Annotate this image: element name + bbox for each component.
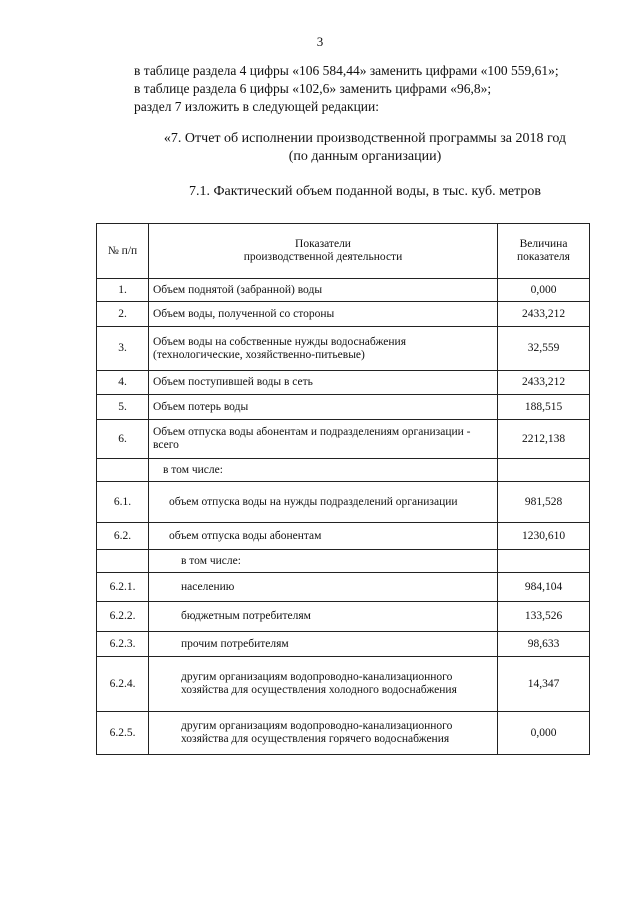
table-row bbox=[97, 482, 590, 523]
row-indicator: объем отпуска воды на нужды подразделений организации bbox=[149, 482, 498, 523]
row-value: 32,559 bbox=[498, 327, 590, 371]
row-number: 5. bbox=[97, 395, 149, 420]
table-row bbox=[97, 279, 590, 302]
row-value: 1230,610 bbox=[498, 523, 590, 550]
header-value bbox=[498, 224, 590, 279]
row-value: 0,000 bbox=[498, 712, 590, 755]
row-number bbox=[97, 550, 149, 573]
row-indicator: в том числе: bbox=[149, 550, 498, 573]
table-row bbox=[97, 632, 590, 657]
amendment-text bbox=[134, 62, 604, 116]
section-title-line: «7. Отчет об исполнении производственной программы за 2018 год bbox=[163, 131, 567, 146]
row-indicator: в том числе: bbox=[149, 459, 498, 482]
row-value bbox=[498, 550, 590, 573]
row-indicator: Объем поднятой (забранной) воды bbox=[149, 279, 498, 302]
table-row bbox=[97, 573, 590, 602]
header-indicator-line: Показатели bbox=[295, 238, 351, 250]
row-value: 2433,212 bbox=[498, 371, 590, 395]
table-row bbox=[97, 302, 590, 327]
row-number: 6.2.1. bbox=[97, 573, 149, 602]
table-row bbox=[97, 712, 590, 755]
table-row bbox=[97, 395, 590, 420]
row-number: 6.2.5. bbox=[97, 712, 149, 755]
row-number: 6. bbox=[97, 420, 149, 459]
row-indicator: Объем поступившей воды в сеть bbox=[149, 371, 498, 395]
row-value: 981,528 bbox=[498, 482, 590, 523]
row-value: 2212,138 bbox=[498, 420, 590, 459]
subsection-title: 7.1. Фактический объем поданной воды, в тыс. куб. метров bbox=[188, 184, 542, 199]
row-number: 4. bbox=[97, 371, 149, 395]
page-number: 3 bbox=[316, 34, 324, 49]
row-indicator: Объем потерь воды bbox=[149, 395, 498, 420]
table-row bbox=[97, 371, 590, 395]
table-header-row bbox=[97, 224, 590, 279]
row-number: 6.2.3. bbox=[97, 632, 149, 657]
row-indicator: другим организациям водопроводно-канализационного хозяйства для осуществления холодного водоснабжения bbox=[149, 657, 498, 712]
row-indicator: прочим потребителям bbox=[149, 632, 498, 657]
amendment-line: в таблице раздела 6 цифры «102,6» заменить цифрами «96,8»; bbox=[134, 81, 492, 96]
water-volume-table bbox=[96, 223, 590, 755]
row-number: 6.1. bbox=[97, 482, 149, 523]
row-indicator: Объем воды, полученной со стороны bbox=[149, 302, 498, 327]
row-indicator: Объем отпуска воды абонентам и подразделениям организации - всего bbox=[149, 420, 498, 459]
row-number: 1. bbox=[97, 279, 149, 302]
row-value: 98,633 bbox=[498, 632, 590, 657]
row-number: 6.2. bbox=[97, 523, 149, 550]
section-title bbox=[130, 130, 600, 166]
section-title-line: (по данным организации) bbox=[288, 149, 442, 164]
row-indicator: объем отпуска воды абонентам bbox=[149, 523, 498, 550]
row-value: 14,347 bbox=[498, 657, 590, 712]
row-indicator: Объем воды на собственные нужды водоснабжения (технологические, хозяйственно-питьевые) bbox=[149, 327, 498, 371]
row-indicator: другим организациям водопроводно-канализационного хозяйства для осуществления горячего водоснабжения bbox=[149, 712, 498, 755]
row-number: 6.2.2. bbox=[97, 602, 149, 632]
table-row bbox=[97, 602, 590, 632]
table-row bbox=[97, 657, 590, 712]
header-number: № п/п bbox=[97, 224, 149, 279]
row-value: 984,104 bbox=[498, 573, 590, 602]
row-indicator: населению bbox=[149, 573, 498, 602]
row-value: 188,515 bbox=[498, 395, 590, 420]
table-row bbox=[97, 523, 590, 550]
row-number: 3. bbox=[97, 327, 149, 371]
table-row bbox=[97, 459, 590, 482]
table-row bbox=[97, 327, 590, 371]
row-value bbox=[498, 459, 590, 482]
header-indicator-line: производственной деятельности bbox=[243, 251, 403, 263]
row-indicator: бюджетным потребителям bbox=[149, 602, 498, 632]
row-number: 6.2.4. bbox=[97, 657, 149, 712]
amendment-line: в таблице раздела 4 цифры «106 584,44» заменить цифрами «100 559,61»; bbox=[134, 63, 559, 78]
header-value-line: Величина bbox=[519, 238, 568, 250]
header-value-line: показателя bbox=[517, 251, 570, 263]
row-value: 133,526 bbox=[498, 602, 590, 632]
table-row bbox=[97, 550, 590, 573]
row-value: 0,000 bbox=[498, 279, 590, 302]
row-number bbox=[97, 459, 149, 482]
table-row bbox=[97, 420, 590, 459]
row-number: 2. bbox=[97, 302, 149, 327]
header-indicator bbox=[149, 224, 498, 279]
row-value: 2433,212 bbox=[498, 302, 590, 327]
amendment-line: раздел 7 изложить в следующей редакции: bbox=[134, 99, 380, 114]
